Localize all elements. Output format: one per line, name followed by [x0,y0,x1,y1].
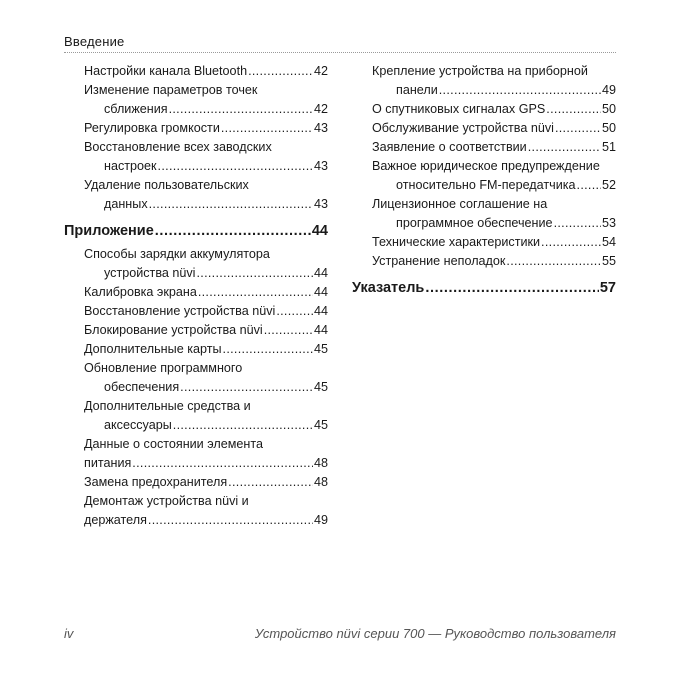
toc-entry-title: Технические характеристики [372,235,541,249]
leader-dots [506,252,601,271]
toc-entry-title: обеспечения [104,380,180,394]
leader-dots [221,119,313,138]
toc-entry[interactable] [352,62,616,100]
toc-page-number: 48 [313,475,328,489]
leader-dots [158,157,313,176]
toc-page-number: 44 [313,285,328,299]
toc-entry-title: Удаление пользовательских [84,178,249,192]
manual-title: Устройство nüvi серии 700 — Руководство пользователя [254,626,616,641]
toc-entry-title: Восстановление устройства nüvi [84,304,276,318]
toc-page-number: 44 [313,304,328,318]
toc-entry[interactable] [352,138,616,157]
toc-entry-title: Способы зарядки аккумулятора [84,247,270,261]
toc-entry-title: Блокирование устройства nüvi [84,323,263,337]
toc-entry[interactable] [64,176,328,214]
leader-dots [228,473,313,492]
toc-entry-title: Обслуживание устройства nüvi [372,121,554,135]
toc-page-number: 45 [313,342,328,356]
leader-dots [248,62,313,81]
toc-entry-title: Калибровка экрана [84,285,197,299]
leader-dots [554,214,601,233]
toc-entry[interactable] [352,252,616,271]
toc-entry-title: сближения [104,102,168,116]
toc-entry[interactable] [64,62,328,81]
leader-dots [276,302,313,321]
leader-dots [541,233,601,252]
toc-entry-title: Дополнительные карты [84,342,222,356]
toc-page-number: 50 [601,121,616,135]
toc-entry-title: Важное юридическое предупреждение [372,159,600,173]
toc-entry-title: программное обеспечение [396,216,553,230]
leader-dots [148,511,313,530]
leader-dots [149,195,313,214]
leader-dots [439,81,601,100]
toc-entry[interactable] [64,119,328,138]
toc-page-number: 49 [601,83,616,97]
toc-entry[interactable] [352,195,616,233]
toc-page-number: 53 [601,216,616,230]
toc-entry[interactable] [352,100,616,119]
toc-page-number: 51 [601,140,616,154]
leader-dots [169,100,313,119]
header-divider [64,52,616,53]
toc-entry-title: Приложение [64,223,154,239]
toc-page-number: 55 [601,254,616,268]
toc-entry-title: Лицензионное соглашение на [372,197,548,211]
toc-entry[interactable] [64,397,328,435]
toc-entry[interactable] [64,245,328,283]
toc-entry[interactable] [352,233,616,252]
toc-entry-title: Данные о состоянии элемента [84,437,263,451]
leader-dots [173,416,313,435]
toc-page-number: 49 [313,513,328,527]
toc-entry-title: Крепление устройства на приборной [372,64,588,78]
toc-entry[interactable] [64,359,328,397]
section-header: Введение [64,34,125,49]
leader-dots [223,340,313,359]
leader-dots [546,100,601,119]
toc-entry-title: панели [396,83,438,97]
toc-page-number: 43 [313,159,328,173]
leader-dots [528,138,601,157]
toc-entry[interactable] [64,283,328,302]
toc-entry-title: Заявление о соответствии [372,140,527,154]
toc-page-number: 45 [313,418,328,432]
toc-left-column [64,62,328,530]
toc-entry-title: О спутниковых сигналах GPS [372,102,546,116]
toc-page-number: 54 [601,235,616,249]
toc-page-number: 50 [601,102,616,116]
toc-entry-title: Обновление программного [84,361,243,375]
toc-page-number: 43 [313,121,328,135]
toc-entry[interactable] [352,157,616,195]
toc-entry-title: аксессуары [104,418,172,432]
toc-chapter[interactable] [64,220,328,242]
toc-page-number: 45 [313,380,328,394]
toc-entry-title: данных [104,197,148,211]
toc-page-number: 42 [313,64,328,78]
toc-entry[interactable] [64,138,328,176]
leader-dots [555,119,601,138]
leader-dots [132,454,313,473]
toc-entry[interactable] [64,81,328,119]
toc-page-number: 44 [313,266,328,280]
leader-dots [155,220,311,242]
toc-page-number: 42 [313,102,328,116]
toc-entry[interactable] [64,340,328,359]
toc-right-column [352,62,616,302]
leader-dots [198,283,313,302]
toc-entry[interactable] [64,473,328,492]
toc-entry-title: питания [84,456,132,470]
page-number: iv [64,626,74,641]
toc-entry-title: Демонтаж устройства nüvi и [84,494,249,508]
toc-page-number: 44 [311,223,328,239]
leader-dots [264,321,313,340]
toc-page-number: 52 [601,178,616,192]
leader-dots [196,264,313,283]
toc-entry-title: Замена предохранителя [84,475,228,489]
toc-entry-title: Восстановление всех заводских [84,140,272,154]
toc-entry[interactable] [64,435,328,473]
toc-entry[interactable] [64,302,328,321]
leader-dots [180,378,313,397]
toc-entry[interactable] [64,321,328,340]
toc-entry-title: Устранение неполадок [372,254,506,268]
toc-entry-title: Настройки канала Bluetooth [84,64,248,78]
toc-page-number: 57 [599,280,616,296]
toc-entry-title: настроек [104,159,157,173]
toc-entry[interactable] [352,119,616,138]
toc-page-number: 43 [313,197,328,211]
toc-page-number: 48 [313,456,328,470]
toc-entry-title: Регулировка громкости [84,121,220,135]
toc-entry-title: Указатель [352,280,425,296]
leader-dots [577,176,601,195]
leader-dots [425,277,599,299]
toc-entry-title: держателя [84,513,147,527]
toc-entry-title: относительно FM-передатчика [396,178,576,192]
toc-entry-title: Дополнительные средства и [84,399,251,413]
toc-entry-title: Изменение параметров точек [84,83,258,97]
toc-entry[interactable] [64,492,328,530]
toc-entry-title: устройства nüvi [104,266,196,280]
toc-chapter[interactable] [352,277,616,299]
toc-page-number: 44 [313,323,328,337]
